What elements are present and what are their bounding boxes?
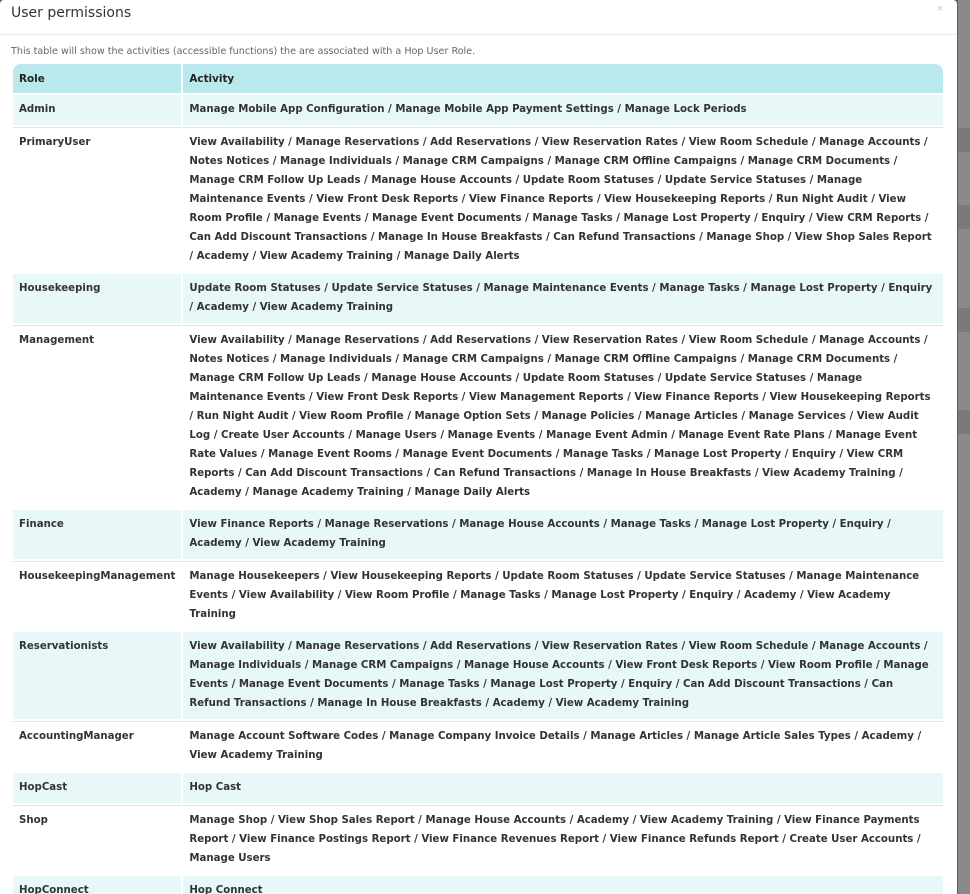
role-cell: Management	[13, 325, 183, 508]
permissions-table-container	[13, 64, 943, 894]
activity-cell: Update Room Statuses / Update Service Statuses / Manage Maintenance Events / Manage Tasks / Manage Lost Property / Enquiry / Academy / View Academy Training	[183, 274, 943, 323]
role-cell: HousekeepingManagement	[13, 561, 183, 630]
role-cell: HopConnect	[13, 876, 183, 894]
activity-cell: Hop Connect	[183, 876, 943, 894]
role-cell: PrimaryUser	[13, 127, 183, 272]
table-header-row	[13, 64, 943, 93]
permissions-table	[13, 62, 943, 894]
role-cell: Shop	[13, 805, 183, 874]
role-cell: Housekeeping	[13, 274, 183, 323]
dialog-description: This table will show the activities (accessible functions) the are associated with a Hop User Role.	[11, 46, 476, 57]
role-cell: AccountingManager	[13, 721, 183, 771]
table-row	[13, 561, 943, 630]
background-page-edge	[958, 0, 970, 894]
table-row	[13, 510, 943, 559]
activity-cell: Manage Mobile App Configuration / Manage Mobile App Payment Settings / Manage Lock Periods	[183, 95, 943, 125]
activity-cell: View Availability / Manage Reservations / Add Reservations / View Reservation Rates / View Room Schedule / Manage Accounts / Notes Notices / Manage Individuals / Manage CRM Campaigns / Manage CRM Offline Campaigns / Manage CRM Documents / Manage CRM Follow Up Leads / Manage House Accounts / Update Room Statuses / Update Service Statuses / Manage Maintenance Events / View Front Desk Reports / View Finance Reports / View Housekeeping Reports / Run Night Audit / View Room Profile / Manage Events / Manage Event Documents / Manage Tasks / Manage Lost Property / Enquiry / View CRM Reports / Can Add Discount Transactions / Manage In House Breakfasts / Can Refund Transactions / Manage Shop / View Shop Sales Report / Academy / View Academy Training / Manage Daily Alerts	[183, 127, 943, 272]
table-row	[13, 773, 943, 803]
activity-cell: View Finance Reports / Manage Reservations / Manage House Accounts / Manage Tasks / Manage Lost Property / Enquiry / Academy / View Academy Training	[183, 510, 943, 559]
role-column-header: Role	[13, 64, 183, 93]
table-row	[13, 325, 943, 508]
close-icon[interactable]: ×	[936, 3, 943, 15]
activity-cell: Manage Shop / View Shop Sales Report / Manage House Accounts / Academy / View Academy Training / View Finance Payments Report / View Finance Postings Report / View Finance Revenues Report / View Finance Refunds Report / Create User Accounts / Manage Users	[183, 805, 943, 874]
table-row	[13, 805, 943, 874]
role-cell: HopCast	[13, 773, 183, 803]
table-row	[13, 721, 943, 771]
activity-cell: View Availability / Manage Reservations / Add Reservations / View Reservation Rates / View Room Schedule / Manage Accounts / Manage Individuals / Manage CRM Campaigns / Manage House Accounts / View Front Desk Reports / View Room Profile / Manage Events / Manage Event Documents / Manage Tasks / Manage Lost Property / Enquiry / Can Add Discount Transactions / Can Refund Transactions / Manage In House Breakfasts / Academy / View Academy Training	[183, 632, 943, 719]
role-cell: Reservationists	[13, 632, 183, 719]
table-row	[13, 127, 943, 272]
activity-cell: View Availability / Manage Reservations / Add Reservations / View Reservation Rates / View Room Schedule / Manage Accounts / Notes Notices / Manage Individuals / Manage CRM Campaigns / Manage CRM Offline Campaigns / Manage CRM Documents / Manage CRM Follow Up Leads / Manage House Accounts / Update Room Statuses / Update Service Statuses / Manage Maintenance Events / View Front Desk Reports / View Management Reports / View Finance Reports / View Housekeeping Reports / Run Night Audit / View Room Profile / Manage Option Sets / Manage Policies / Manage Articles / Manage Services / View Audit Log / Create User Accounts / Manage Users / Manage Events / Manage Event Admin / Manage Event Rate Plans / Manage Event Rate Values / Manage Event Rooms / Manage Event Documents / Manage Tasks / Manage Lost Property / Enquiry / View CRM Reports / Can Add Discount Transactions / Can Refund Transactions / Manage In House Breakfasts / View Academy Training / Academy / Manage Academy Training / Manage Daily Alerts	[183, 325, 943, 508]
role-cell: Admin	[13, 95, 183, 125]
role-cell: Finance	[13, 510, 183, 559]
activity-column-header: Activity	[183, 64, 943, 93]
activity-cell: Hop Cast	[183, 773, 943, 803]
dialog-title: User permissions	[11, 5, 132, 21]
table-row	[13, 876, 943, 894]
table-row	[13, 95, 943, 125]
dialog-header	[0, 0, 957, 35]
activity-cell: Manage Account Software Codes / Manage Company Invoice Details / Manage Articles / Manage Article Sales Types / Academy / View Academy Training	[183, 721, 943, 771]
table-row	[13, 274, 943, 323]
table-row	[13, 632, 943, 719]
activity-cell: Manage Housekeepers / View Housekeeping Reports / Update Room Statuses / Update Service Statuses / Manage Maintenance Events / View Availability / View Room Profile / Manage Tasks / Manage Lost Property / Enquiry / Academy / View Academy Training	[183, 561, 943, 630]
